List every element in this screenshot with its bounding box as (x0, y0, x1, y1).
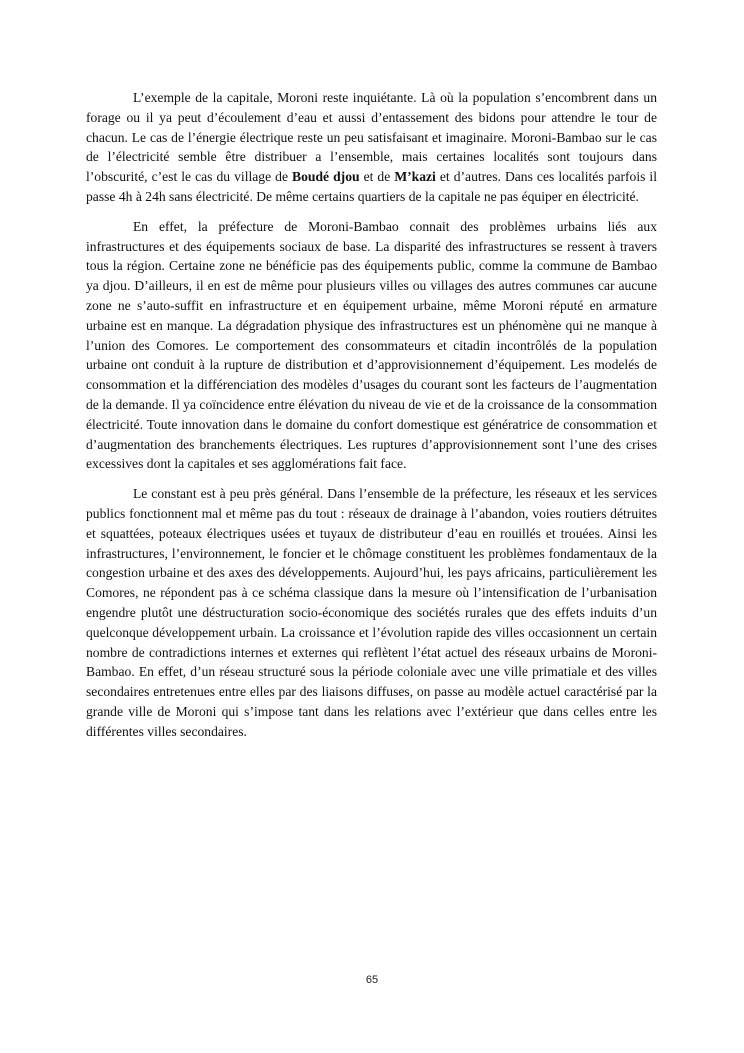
page-number: 65 (365, 974, 379, 986)
paragraph-1 (86, 88, 657, 207)
village-name-boude-djou: Boudé djou (292, 169, 360, 185)
paragraph-1-text-c: et de (359, 169, 395, 185)
paragraph-1-text-a: L’exemple de la capitale, Moroni reste inquiétante. Là où la population s’encombrent dans un forage ou il ya peut d’écoulement d’eau et aussi d’entassement des bidons pour attendre le tour de chacun. Le cas de l’énergie électrique reste un peu satisfaisant et imaginaire. Moroni-Bambao sur le cas de l’électricité semble être distribuer a l’ensemble, mais certaines localités sont toujours dans l’obscurité, c’est le cas du village de (86, 90, 657, 185)
village-name-mkazi: M’kazi (394, 169, 436, 185)
paragraph-3: Le constant est à peu près général. Dans l’ensemble de la préfecture, les réseaux et les services publics fonctionnent mal et même pas du tout : réseaux de drainage à l’abandon, voies routiers détruites et squattées, poteaux électriques usées et tuyaux de distributeur d’eau en rouillés et trouées. Ainsi les infrastructures, l’environnement, le foncier et le chômage constituent les problèmes fondamentaux de la congestion urbaine et des axes des développements. Aujourd’hui, les pays africains, particulièrement les Comores, ne répondent pas à ce schéma classique dans la mesure où l’intensification de l’urbanisation engendre plutôt une déstructuration socio-économique des sociétés rurales que des effets induits d’un quelconque développement urbain. La croissance et l’évolution rapide des villes occasionnent un certain nombre de contradictions internes et externes qui reflètent l’état actuel des réseaux urbains de Moroni-Bambao. En effet, d’un réseau structuré sous la période coloniale avec une ville primatiale et des villes secondaires entretenues entre elles par des liaisons diffuses, on passe au modèle actuel caractérisé par la grande ville de Moroni qui s’impose tant dans les relations avec l’extérieur que dans celles entre les différentes villes secondaires. (86, 486, 657, 739)
paragraph-2: En effet, la préfecture de Moroni-Bambao connait des problèmes urbains liés aux infrastructures et des équipements sociaux de base. La disparité des infrastructures se ressent à travers tous la région. Certaine zone ne bénéficie pas des équipements public, comme la commune de Bambao ya djou. D’ailleurs, il en est de même pour plusieurs villes ou villages des autres communes car aucune zone ne s’auto-suffit en infrastructure et en équipement urbaine, même Moroni réputé en armature urbaine est en manque. La dégradation physique des infrastructures est un phénomène qui ne manque à l’union des Comores. Le comportement des consommateurs et citadin incontrôlés de la population urbaine ont conduit à la rupture de distribution et d’approvisionnement d’équipement. Les modelés de consommation et la différenciation des modèles d’usages du courant sont les facteurs de l’augmentation de la demande. Il ya coïncidence entre élévation du niveau de vie et de la croissance de la consommation électricité. Toute innovation dans le domaine du confort domestique est génératrice de consommation et d’augmentation des branchements électriques. Les ruptures d’approvisionnement sont l’une des crises excessives dont la capitales et ses agglomérations fait face. (86, 218, 657, 472)
body-text (86, 88, 657, 752)
paragraph-1-text-d: et d’autres. Dans ces localités parfois il passe 4h à 24h sans électricité. De même certains quartiers de la capitale ne pas équiper en électricité. (86, 169, 657, 204)
